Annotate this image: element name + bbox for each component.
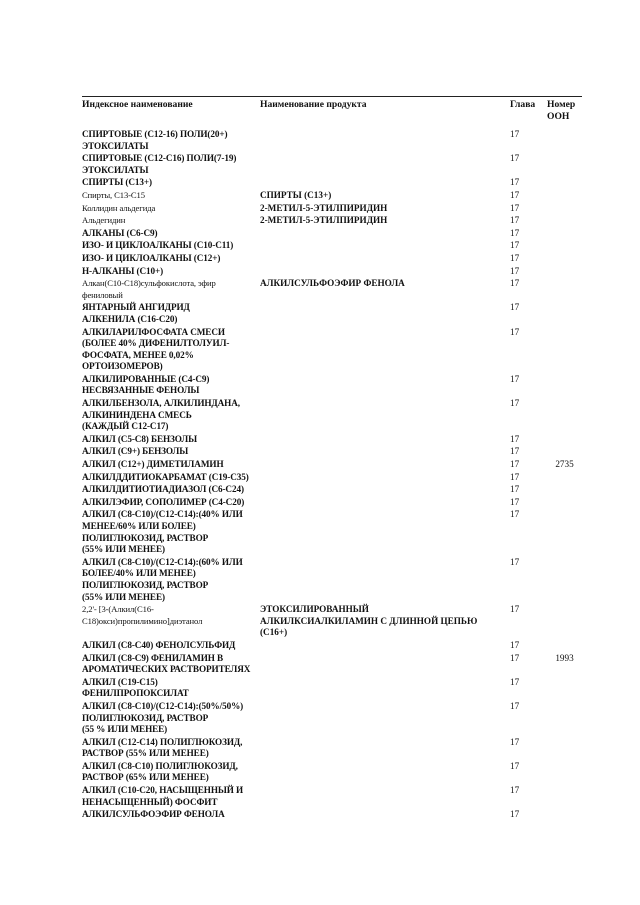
table-row [82,228,582,241]
table-row [82,472,582,485]
un-number-cell [547,761,582,785]
index-name-cell: Коллидин альдегида [82,202,156,213]
product-name-cell [260,484,510,497]
chapter-cell: 17 [510,676,520,687]
index-name-cell: АЛКИЛ (С8-С10)/(С12-С14):(50%/50%) ПОЛИГЛЮКОЗИД, РАСТВОР (55 % ИЛИ МЕНЕЕ) [82,700,244,735]
chapter-cell: 17 [510,446,520,457]
table-row [82,398,582,434]
table-row [82,253,582,266]
product-name-cell [260,509,510,556]
un-number-cell [547,266,582,279]
chapter-cell: 17 [510,496,520,507]
product-name-cell: 2-МЕТИЛ-5-ЭТИЛПИРИДИН [260,202,388,213]
un-number-cell [547,737,582,761]
product-name-cell [260,701,510,737]
un-number-cell [547,177,582,190]
product-name-cell: 2-МЕТИЛ-5-ЭТИЛПИРИДИН [260,215,388,226]
header-chapter: Глава [510,99,536,110]
un-number-cell [547,557,582,604]
index-name-cell: АЛКИЛ (С8-С10)/(С12-С14):(40% ИЛИ МЕНЕЕ/60% ИЛИ БОЛЕЕ) ПОЛИГЛЮКОЗИД, РАСТВОР (55% ИЛИ МЕНЕЕ) [82,509,243,555]
product-name-cell [260,653,510,677]
table-row [82,653,582,677]
product-name-cell [260,557,510,604]
table-row [82,434,582,447]
table-row [82,327,582,374]
chapter-cell: 17 [510,129,520,139]
product-name-cell [260,737,510,761]
index-name-cell: АЛКИЛДИТИОТИАДИАЗОЛ (С6-С24) [82,484,244,495]
chapter-cell: 17 [510,736,520,747]
chapter-cell: 17 [510,556,520,567]
index-name-cell: АЛКИЛИРОВАННЫЕ (С4-С9) НЕСВЯЗАННЫЕ ФЕНОЛЫ [82,373,210,396]
index-name-cell: АЛКАНЫ (С6-С9) [82,227,158,238]
index-name-cell: АЛКИЛ (С8-С10)/(С12-С14):(60% ИЛИ БОЛЕЕ/40% ИЛИ МЕНЕЕ) ПОЛИГЛЮКОЗИД, РАСТВОР (55% ИЛИ МЕНЕЕ) [82,556,243,602]
index-name-cell: АЛКИЛДДИТИОКАРБАМАТ (С19-С35) [82,471,249,482]
un-number-cell [547,484,582,497]
product-name-cell [260,785,510,809]
product-name-cell [260,640,510,653]
chapter-cell: 17 [510,639,520,650]
header-rule [82,96,582,97]
chapter-cell: 17 [510,252,520,263]
product-name-cell [260,228,510,241]
product-name-cell [260,446,510,459]
un-number-cell [547,240,582,253]
table-row [82,215,582,228]
table-row [82,785,582,809]
table-row [82,266,582,279]
chapter-cell: 17 [510,177,520,188]
index-name-cell: СПИРТОВЫЕ (С12-С16) ПОЛИ(7-19) ЭТОКСИЛАТЫ [82,153,237,175]
table-row [82,761,582,785]
table-row [82,240,582,253]
product-name-cell [260,266,510,279]
un-number-cell [547,809,582,822]
un-number-cell [547,215,582,228]
table-row [82,701,582,737]
product-name-cell [260,497,510,510]
un-number-cell [547,785,582,809]
index-name-cell: ИЗО- И ЦИКЛОАЛКАНЫ (С10-С11) [82,240,234,251]
un-number-cell [547,434,582,447]
table-row [82,809,582,822]
header-un-number: Номер ООН [547,99,576,122]
table-row [82,509,582,556]
chapter-cell: 17 [510,509,520,520]
product-name-cell [260,302,510,326]
chapter-cell: 17 [510,240,520,251]
un-number-cell [547,129,582,153]
table-row [82,677,582,701]
un-number-cell [547,374,582,398]
un-number-cell [547,253,582,266]
chapter-cell: 17 [510,302,520,313]
table-row [82,640,582,653]
index-name-cell: АЛКИЛБЕНЗОЛА, АЛКИЛИНДАНА, АЛКИНИНДЕНА СМЕСЬ (КАЖДЫЙ С12-С17) [82,398,240,432]
table-row [82,557,582,604]
chapter-cell: 17 [510,760,520,771]
chapter-cell: 17 [510,189,520,200]
product-name-cell [260,253,510,266]
header-index-name: Индексное наименование [82,99,193,110]
index-name-cell: Алкан(С10-С18)сульфокислота, эфир фениловый [82,278,216,300]
product-name-cell [260,761,510,785]
un-number-cell [547,302,582,326]
index-name-cell: ИЗО- И ЦИКЛОАЛКАНЫ (С12+) [82,252,221,263]
table-row [82,190,582,203]
chapter-cell: 17 [510,278,520,289]
product-name-cell [260,153,510,177]
index-name-cell: Альдегидин [82,215,126,226]
chapter-cell: 17 [510,652,520,663]
chapter-cell: 17 [510,153,520,164]
table-row [82,203,582,216]
product-name-cell: АЛКИЛСУЛЬФОЭФИР ФЕНОЛА [260,278,405,289]
product-name-cell [260,398,510,434]
chapter-cell: 17 [510,785,520,796]
index-name-cell: АЛКИЛ (С19-С15) ФЕНИЛПРОПОКСИЛАТ [82,676,189,699]
product-name-cell [260,240,510,253]
index-name-cell: Спирты, С13-С15 [82,189,145,200]
un-number-cell: 1993 [555,652,574,663]
un-number-cell [547,228,582,241]
table-row [82,153,582,177]
table-row [82,278,582,302]
chapter-cell: 17 [510,700,520,711]
product-name-cell [260,809,510,822]
index-name-cell: АЛКИЛСУЛЬФОЭФИР ФЕНОЛА [82,809,225,820]
un-number-cell [547,203,582,216]
index-name-cell: Н-АЛКАНЫ (С10+) [82,265,164,276]
un-number-cell [547,497,582,510]
un-number-cell [547,677,582,701]
un-number-cell [547,190,582,203]
un-number-cell: 2735 [555,459,574,470]
index-name-cell: АЛКИЛ (С8-С9) ФЕНИЛАМИН В АРОМАТИЧЕСКИХ РАСТВОРИТЕЛЯХ [82,652,251,675]
un-number-cell [547,604,582,640]
table-row [82,374,582,398]
un-number-cell [547,278,582,302]
index-name-cell: АЛКИЛ (С12-С14) ПОЛИГЛЮКОЗИД, РАСТВОР (55% ИЛИ МЕНЕЕ) [82,736,243,759]
chapter-cell: 17 [510,326,520,337]
index-name-cell: АЛКИЛ (С10-С20, НАСЫЩЕННЫЙ И НЕНАСЫЩЕННЫЙ) ФОСФИТ [82,785,244,807]
index-name-cell: АЛКИЛ (С9+) БЕНЗОЛЫ [82,446,189,457]
index-name-cell: АЛКИЛ (С12+) ДИМЕТИЛАМИН [82,459,224,470]
product-name-cell: ЭТОКСИЛИРОВАННЫЙ АЛКИЛКСИАЛКИЛАМИН С ДЛИННОЙ ЦЕПЬЮ (С16+) [260,604,478,638]
un-number-cell [547,398,582,434]
table-row [82,459,582,472]
index-name-cell: АЛКИЛ (С5-С8) БЕНЗОЛЫ [82,433,198,444]
chapter-cell: 17 [510,604,520,615]
substances-table [82,98,582,822]
table-header-row [82,98,582,129]
chapter-cell: 17 [510,215,520,226]
index-name-cell: 2,2'- [3-(Алкил(С16- С18)окси)пропилимино]диэтанол [82,604,203,626]
table-row [82,446,582,459]
un-number-cell [547,701,582,737]
un-number-cell [547,327,582,374]
un-number-cell [547,509,582,556]
chapter-cell: 17 [510,398,520,409]
header-product-name: Наименование продукта [260,99,367,110]
chapter-cell: 17 [510,459,520,470]
un-number-cell [547,640,582,653]
product-name-cell: СПИРТЫ (С13+) [260,189,332,200]
index-name-cell: АЛКИЛЭФИР, СОПОЛИМЕР (С4-С20) [82,496,245,507]
table-row [82,302,582,326]
index-name-cell: АЛКИЛ (С8-С40) ФЕНОЛСУЛЬФИД [82,639,236,650]
index-name-cell: ЯНТАРНЫЙ АНГИДРИД АЛКЕНИЛА (С16-С20) [82,302,190,324]
product-name-cell [260,434,510,447]
product-name-cell [260,472,510,485]
product-name-cell [260,129,510,153]
table-row [82,484,582,497]
chapter-cell: 17 [510,202,520,213]
un-number-cell [547,446,582,459]
index-name-cell: АЛКИЛАРИЛФОСФАТА СМЕСИ (БОЛЕЕ 40% ДИФЕНИЛТОЛУИЛ- ФОСФАТА, МЕНЕЕ 0,02% ОРТОИЗОМЕРОВ) [82,326,230,372]
chapter-cell: 17 [510,373,520,384]
index-name-cell: СПИРТЫ (С13+) [82,177,152,188]
table-row [82,497,582,510]
table-row [82,177,582,190]
index-name-cell: СПИРТОВЫЕ (С12-16) ПОЛИ(20+) ЭТОКСИЛАТЫ [82,129,228,151]
table-row [82,129,582,153]
product-name-cell [260,677,510,701]
un-number-cell [547,153,582,177]
product-name-cell [260,177,510,190]
un-number-cell [547,472,582,485]
product-name-cell [260,374,510,398]
chapter-cell: 17 [510,433,520,444]
table-row [82,604,582,640]
chapter-cell: 17 [510,484,520,495]
index-name-cell: АЛКИЛ (С8-С10) ПОЛИГЛЮКОЗИД, РАСТВОР (65% ИЛИ МЕНЕЕ) [82,760,238,783]
chapter-cell: 17 [510,809,520,820]
table-row [82,737,582,761]
product-name-cell [260,459,510,472]
chapter-cell: 17 [510,471,520,482]
chapter-cell: 17 [510,265,520,276]
chapter-cell: 17 [510,227,520,238]
product-name-cell [260,327,510,374]
